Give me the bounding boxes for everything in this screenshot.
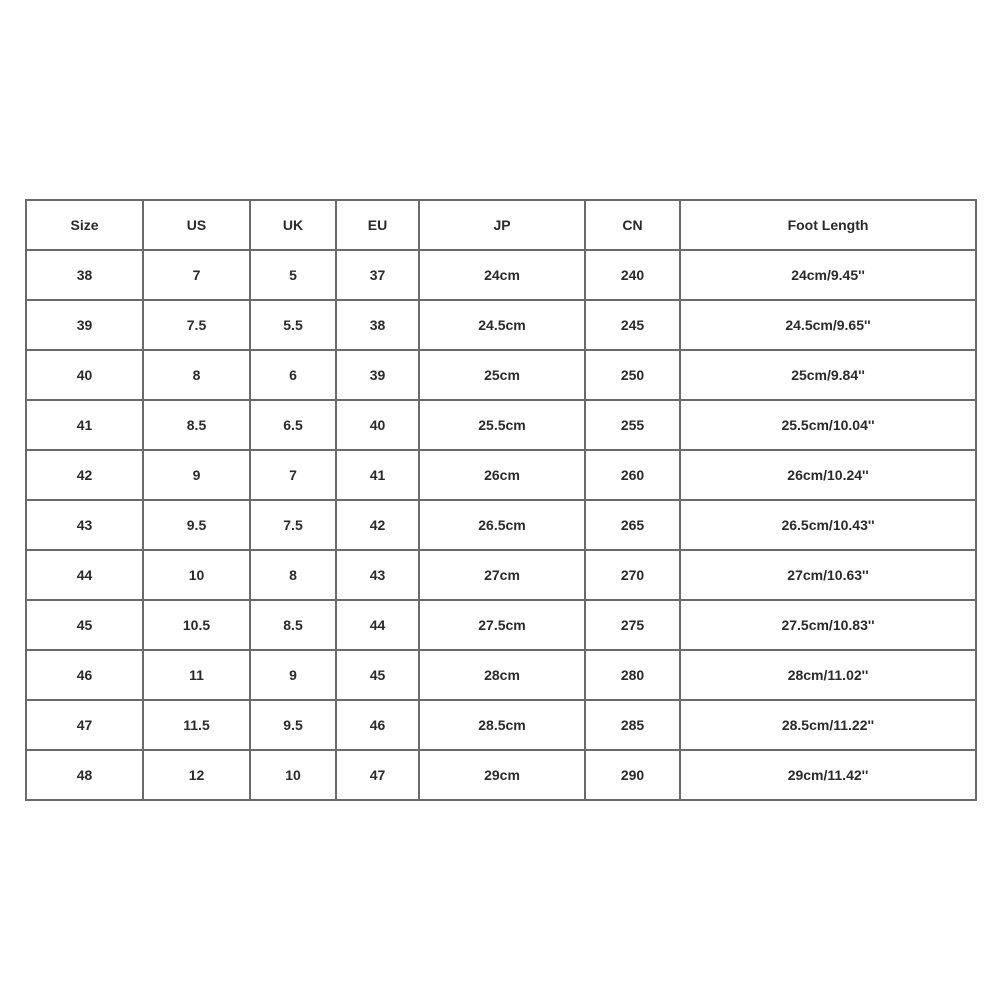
cell-us: 7.5 xyxy=(143,300,250,350)
header-us: US xyxy=(143,200,250,250)
cell-eu: 47 xyxy=(336,750,419,800)
cell-cn: 280 xyxy=(585,650,680,700)
cell-foot-length: 24.5cm/9.65'' xyxy=(680,300,976,350)
table-row xyxy=(26,400,976,450)
cell-cn: 285 xyxy=(585,700,680,750)
cell-cn: 255 xyxy=(585,400,680,450)
cell-foot-length: 26.5cm/10.43'' xyxy=(680,500,976,550)
cell-eu: 41 xyxy=(336,450,419,500)
cell-jp: 29cm xyxy=(419,750,585,800)
size-chart-body xyxy=(26,250,976,800)
size-chart-header xyxy=(26,200,976,250)
cell-foot-length: 28cm/11.02'' xyxy=(680,650,976,700)
table-row xyxy=(26,650,976,700)
cell-foot-length: 29cm/11.42'' xyxy=(680,750,976,800)
table-row xyxy=(26,250,976,300)
cell-eu: 45 xyxy=(336,650,419,700)
cell-eu: 38 xyxy=(336,300,419,350)
cell-eu: 42 xyxy=(336,500,419,550)
size-chart-table xyxy=(25,199,977,801)
cell-size: 48 xyxy=(26,750,143,800)
cell-size: 43 xyxy=(26,500,143,550)
cell-uk: 8 xyxy=(250,550,336,600)
cell-jp: 28.5cm xyxy=(419,700,585,750)
cell-cn: 275 xyxy=(585,600,680,650)
cell-us: 11 xyxy=(143,650,250,700)
cell-jp: 25cm xyxy=(419,350,585,400)
cell-size: 47 xyxy=(26,700,143,750)
cell-foot-length: 24cm/9.45'' xyxy=(680,250,976,300)
cell-us: 10 xyxy=(143,550,250,600)
cell-foot-length: 27cm/10.63'' xyxy=(680,550,976,600)
header-jp: JP xyxy=(419,200,585,250)
header-eu: EU xyxy=(336,200,419,250)
cell-uk: 8.5 xyxy=(250,600,336,650)
cell-eu: 39 xyxy=(336,350,419,400)
cell-size: 41 xyxy=(26,400,143,450)
cell-cn: 290 xyxy=(585,750,680,800)
cell-uk: 7 xyxy=(250,450,336,500)
cell-foot-length: 27.5cm/10.83'' xyxy=(680,600,976,650)
cell-cn: 260 xyxy=(585,450,680,500)
cell-eu: 46 xyxy=(336,700,419,750)
table-row xyxy=(26,750,976,800)
table-row xyxy=(26,450,976,500)
cell-us: 7 xyxy=(143,250,250,300)
header-foot-length: Foot Length xyxy=(680,200,976,250)
cell-us: 8.5 xyxy=(143,400,250,450)
header-row xyxy=(26,200,976,250)
cell-us: 8 xyxy=(143,350,250,400)
header-size: Size xyxy=(26,200,143,250)
cell-uk: 5.5 xyxy=(250,300,336,350)
cell-jp: 25.5cm xyxy=(419,400,585,450)
cell-jp: 26cm xyxy=(419,450,585,500)
cell-us: 10.5 xyxy=(143,600,250,650)
cell-cn: 270 xyxy=(585,550,680,600)
cell-us: 9.5 xyxy=(143,500,250,550)
cell-eu: 44 xyxy=(336,600,419,650)
header-uk: UK xyxy=(250,200,336,250)
cell-us: 12 xyxy=(143,750,250,800)
cell-foot-length: 25cm/9.84'' xyxy=(680,350,976,400)
header-cn: CN xyxy=(585,200,680,250)
cell-eu: 43 xyxy=(336,550,419,600)
cell-uk: 10 xyxy=(250,750,336,800)
cell-uk: 7.5 xyxy=(250,500,336,550)
cell-eu: 40 xyxy=(336,400,419,450)
cell-foot-length: 28.5cm/11.22'' xyxy=(680,700,976,750)
cell-uk: 6.5 xyxy=(250,400,336,450)
cell-size: 39 xyxy=(26,300,143,350)
cell-foot-length: 26cm/10.24'' xyxy=(680,450,976,500)
cell-uk: 6 xyxy=(250,350,336,400)
cell-cn: 240 xyxy=(585,250,680,300)
cell-uk: 9.5 xyxy=(250,700,336,750)
cell-jp: 27cm xyxy=(419,550,585,600)
cell-us: 9 xyxy=(143,450,250,500)
cell-us: 11.5 xyxy=(143,700,250,750)
table-row xyxy=(26,500,976,550)
cell-size: 45 xyxy=(26,600,143,650)
table-row xyxy=(26,350,976,400)
table-row xyxy=(26,600,976,650)
cell-cn: 245 xyxy=(585,300,680,350)
cell-size: 38 xyxy=(26,250,143,300)
cell-jp: 24cm xyxy=(419,250,585,300)
cell-jp: 24.5cm xyxy=(419,300,585,350)
cell-jp: 28cm xyxy=(419,650,585,700)
table-row xyxy=(26,300,976,350)
table-row xyxy=(26,700,976,750)
cell-size: 44 xyxy=(26,550,143,600)
cell-cn: 250 xyxy=(585,350,680,400)
cell-cn: 265 xyxy=(585,500,680,550)
cell-size: 46 xyxy=(26,650,143,700)
table-row xyxy=(26,550,976,600)
cell-uk: 5 xyxy=(250,250,336,300)
cell-size: 40 xyxy=(26,350,143,400)
cell-foot-length: 25.5cm/10.04'' xyxy=(680,400,976,450)
cell-jp: 27.5cm xyxy=(419,600,585,650)
cell-size: 42 xyxy=(26,450,143,500)
cell-uk: 9 xyxy=(250,650,336,700)
cell-eu: 37 xyxy=(336,250,419,300)
cell-jp: 26.5cm xyxy=(419,500,585,550)
